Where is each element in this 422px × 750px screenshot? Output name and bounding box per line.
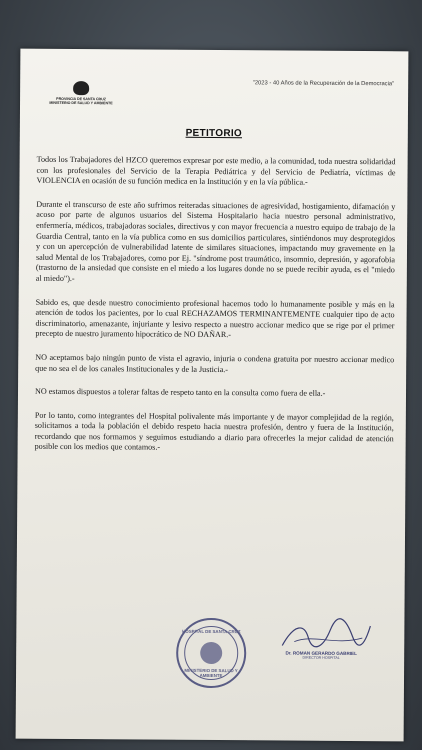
document-page	[16, 49, 409, 742]
header-motto: "2023 - 40 Años de la Recuperación de la Democracia"	[252, 80, 395, 88]
paragraph-4: NO aceptamos bajo ningún punto de vista el agravio, injuria o condena gratuita por nuestro accionar medico que no sea el de los canales Institucionales y de la Justicia.-	[35, 352, 395, 374]
paragraph-6: Por lo tanto, como integrantes del Hospital polivalente más importante y de mayor complejidad de la región, solicitamos a toda la población el debido respeto hacia nuestra profesión, dentro y fuera de la Institución, recordando que nos formamos y seguimos estudiando a diario para ofrecerles la mejor calidad de atención posible con los medios que contamos.-	[34, 410, 394, 453]
stamp-bottom-text: MINISTERIO DE SALUD Y AMBIENTE	[184, 667, 238, 679]
paragraph-3: Sabido es, que desde nuestro conocimiento profesional hacemos todo lo humanamente posible y más en la atención de todos los pacientes, por lo cual RECHAZAMOS TERMINANTEMENTE cualquier tipo de acto discriminatorio, amenazante, injuriante y lesivo respecto a nuestro accionar medico que se rige por el primer precepto de nuestro juramento hipocrático de NO DAÑAR.-	[35, 297, 395, 340]
stamp-seal-icon	[200, 642, 222, 664]
signature-block	[266, 650, 376, 660]
document-body	[35, 155, 396, 465]
paragraph-5: NO estamos dispuestos a tolerar faltas de respeto tanto en la consulta como fuera de ella.-	[34, 386, 326, 398]
logo-line-2: MINISTERIO DE SALUD Y AMBIENTE	[49, 101, 113, 106]
official-stamp	[176, 618, 246, 688]
paragraph-1: Todos los Trabajadores del HZCO queremos expresar por este medio, a la comunidad, toda nuestra solidaridad con los profesionales del Servicio de la Terapia Pediátrica y del Servicio de Pediatría, víctimas de VIOLENCIA en ocasión de su función medica en la Institución y en la vía pública.-	[36, 154, 396, 187]
stamp-top-text: HOSPITAL DE SANTA CRUZ	[182, 628, 241, 635]
signatory-role: DIRECTOR HOSPITAL	[302, 655, 340, 660]
ministry-logo	[46, 81, 116, 106]
paragraph-2: Durante el transcurso de este año sufrimos reiteradas situaciones de agresividad, hostigamiento, difamación y acoso por parte de algunos usuarios del Sistema Hospitalario hacia nuestro personal administrativo, enfermería, médicos, trabajadoras sociales, directivos y con mayor frecuencia a nuestro equipo de trabajo de la Guardia Central, tanto en la vía publica como en sus domicilios particulares, sintiéndonos muy desprotegidos y con un apercepción de vulnerabilidad latente de similares situaciones, impactando muy gravemente en la salud Mental de los Trabajadores, como por Ej. "síndrome post traumático, insomnio, depresión, y agorafobia (trastorno de la ansiedad que consiste en el miedo a los lugares donde no se puede recibir ayuda, es el "miedo al miedo").-	[35, 199, 396, 283]
signatory-name: Dr. ROMAN GERARDO GABRIEL	[285, 650, 357, 657]
logo-line-1: PROVINCIA DE SANTA CRUZ	[56, 96, 106, 102]
province-emblem-icon	[73, 81, 89, 95]
document-title: PETITORIO	[185, 127, 243, 140]
